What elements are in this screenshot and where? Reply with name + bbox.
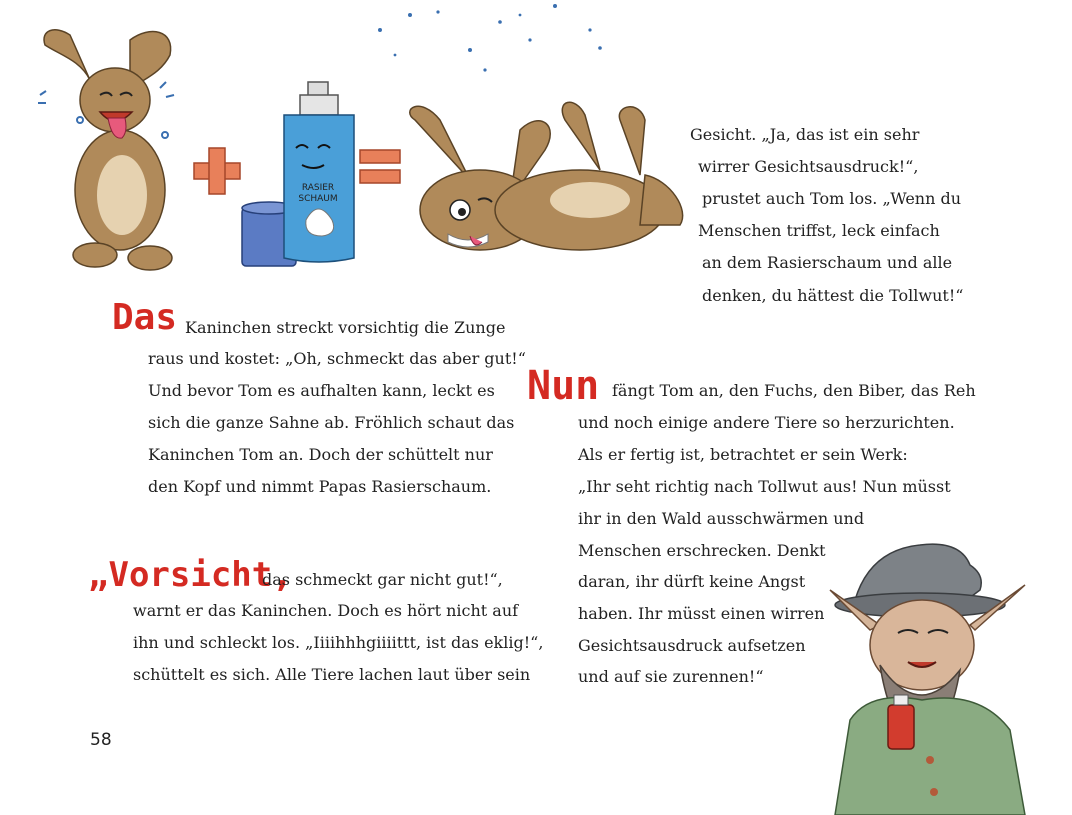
shaving-foam-can	[284, 82, 354, 262]
page-number: 58	[90, 730, 112, 750]
right-top-line-1: Gesicht. „Ja, das ist ein sehr	[690, 125, 920, 144]
vorsicht-line-1: das schmeckt gar nicht gut!“,	[262, 570, 503, 589]
illustration-goblin	[810, 530, 1060, 815]
das-line-1: Kaninchen streckt vorsichtig die Zunge	[185, 318, 506, 337]
can-label-1: RASIER	[301, 183, 335, 193]
nun-line-6: Menschen erschrecken. Denkt	[578, 541, 826, 560]
nun-line-8: haben. Ihr müsst einen wirren	[578, 604, 825, 623]
right-top-line-2: wirrer Gesichtsausdruck!“,	[698, 157, 919, 176]
das-line-4: sich die ganze Sahne ab. Fröhlich schaut das	[148, 413, 515, 432]
drop-cap-vorsicht: „Vorsicht,	[88, 555, 293, 595]
right-top-line-4: Menschen triffst, leck einfach	[698, 221, 940, 240]
drop-cap-nun: Nun	[527, 363, 600, 409]
right-top-line-5: an dem Rasierschaum und alle	[702, 253, 953, 272]
vorsicht-line-2: warnt er das Kaninchen. Doch es hört nicht auf	[133, 601, 519, 620]
can-label-2: SCHAUM	[298, 194, 338, 204]
das-line-3: Und bevor Tom es aufhalten kann, leckt es	[148, 381, 495, 400]
standing-rabbit	[38, 30, 174, 270]
nun-line-4: „Ihr seht richtig nach Tollwut aus! Nun müsst	[578, 477, 951, 496]
right-top-line-6: denken, du hättest die Tollwut!“	[702, 286, 964, 305]
equals-icon	[360, 150, 400, 183]
nun-line-2: und noch einige andere Tiere so herzurichten.	[578, 413, 955, 432]
nun-line-10: und auf sie zurennen!“	[578, 667, 764, 686]
das-line-5: Kaninchen Tom an. Doch der schüttelt nur	[148, 445, 493, 464]
das-line-6: den Kopf und nimmt Papas Rasierschaum.	[148, 477, 492, 496]
nun-line-5: ihr in den Wald ausschwärmen und	[578, 509, 865, 528]
vorsicht-line-4: schüttelt es sich. Alle Tiere lachen laut über sein	[133, 665, 531, 684]
nun-line-1: fängt Tom an, den Fuchs, den Biber, das Reh	[612, 381, 976, 400]
das-line-2: raus und kostet: „Oh, schmeckt das aber gut!“	[148, 349, 526, 368]
nun-line-3: Als er fertig ist, betrachtet er sein Werk:	[578, 445, 908, 464]
drop-cap-das: Das	[112, 297, 178, 338]
nun-line-9: Gesichtsausdruck aufsetzen	[578, 636, 806, 655]
rolling-rabbit	[410, 102, 683, 250]
right-top-line-3: prustet auch Tom los. „Wenn du	[702, 189, 962, 208]
vorsicht-line-3: ihn und schleckt los. „Iiiihhhgiiiittt, ist das eklig!“,	[133, 633, 544, 652]
plus-icon	[194, 148, 240, 194]
nun-line-7: daran, ihr dürft keine Angst	[578, 572, 806, 591]
